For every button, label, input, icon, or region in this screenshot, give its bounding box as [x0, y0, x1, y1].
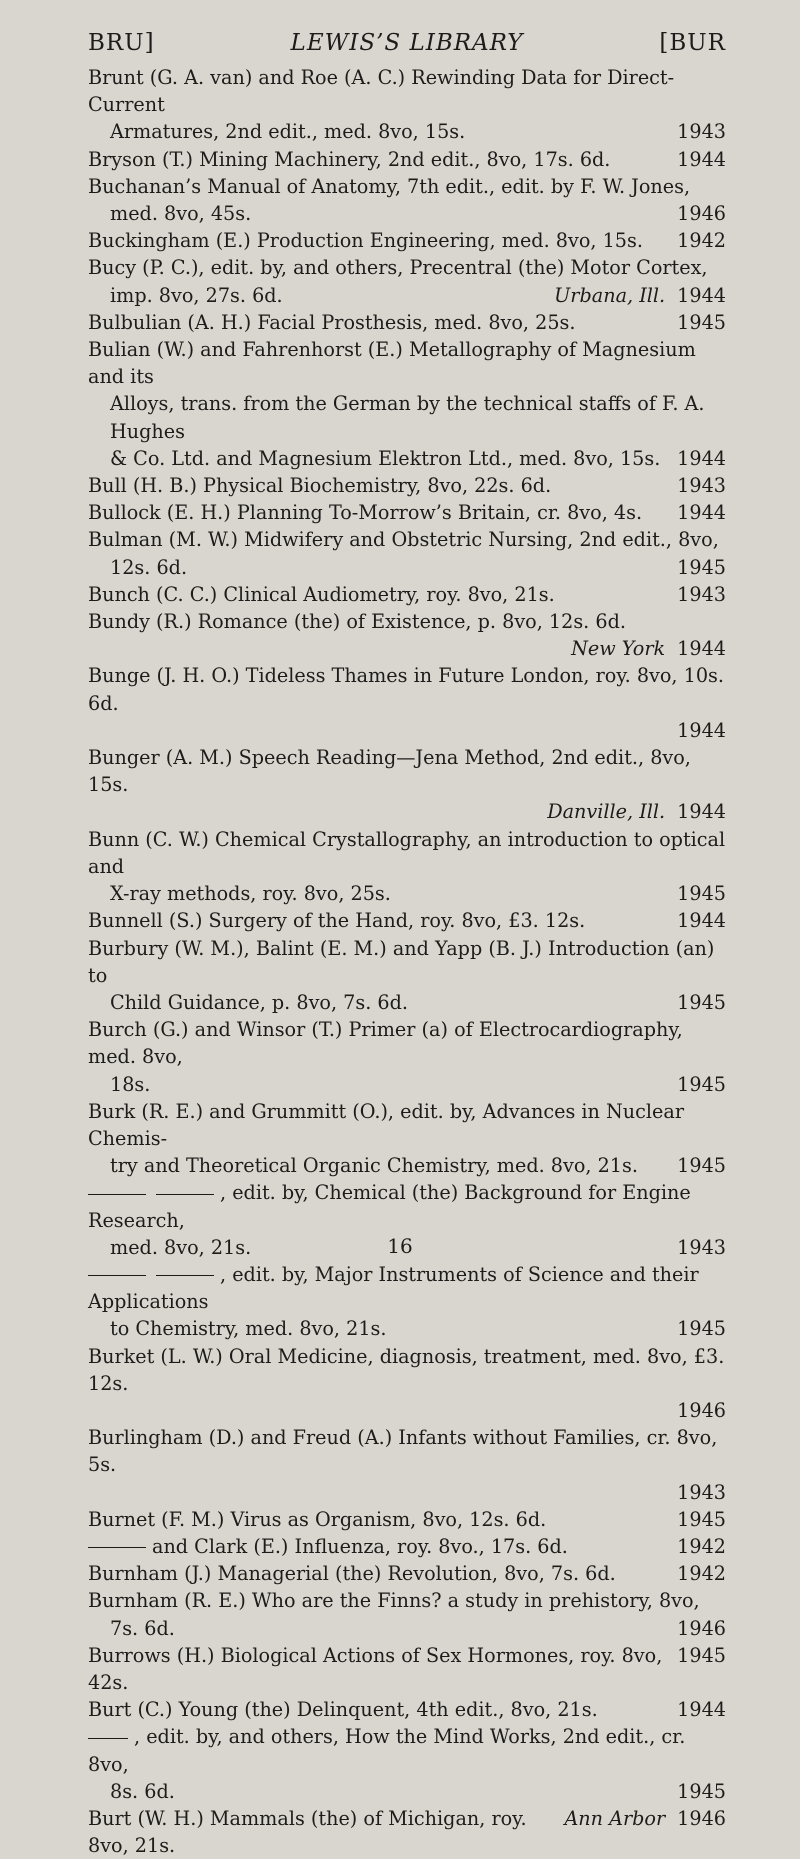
entry-line — [88, 1615, 726, 1642]
catalogue-entry — [88, 227, 726, 254]
entry-line — [88, 1016, 726, 1070]
entry-line — [88, 907, 726, 934]
entry-year: 1945 — [677, 555, 726, 579]
catalogue-entry — [88, 1696, 726, 1723]
entry-line — [88, 118, 726, 145]
entry-text: med. 8vo, 45s. — [110, 202, 252, 226]
entry-text: Bulbulian (A. H.) Facial Prosthesis, med. 8vo, 25s. — [88, 310, 576, 334]
entry-year: 1946 — [677, 1616, 726, 1640]
header-right: [BUR — [659, 30, 726, 56]
entry-text: Burket (L. W.) Oral Medicine, diagnosis, treatment, med. 8vo, £3. 12s. — [88, 1344, 725, 1395]
entry-year: 1945 — [677, 1507, 726, 1531]
entry-line — [88, 608, 726, 635]
catalogue-entry — [88, 1723, 726, 1805]
entry-text: Bunch (C. C.) Clinical Audiometry, roy. 8vo, 21s. — [88, 582, 555, 606]
catalogue-entry — [88, 472, 726, 499]
entry-line — [88, 1424, 726, 1478]
entry-line — [88, 1343, 726, 1397]
entry-line — [88, 1778, 726, 1805]
catalogue-entry — [88, 1560, 726, 1587]
entry-year: 1945 — [677, 1779, 726, 1803]
entry-text: Burlingham (D.) and Freud (A.) Infants without Families, cr. 8vo, 5s. — [88, 1426, 718, 1477]
entry-line — [88, 309, 726, 336]
entry-year: 1944 — [677, 147, 726, 171]
entry-year: 1942 — [677, 1562, 726, 1586]
entry-text: X-ray methods, roy. 8vo, 25s. — [110, 882, 391, 906]
entry-text: and Clark (E.) Influenza, roy. 8vo., 17s. 6d. — [152, 1534, 568, 1558]
entry-text: Child Guidance, p. 8vo, 7s. 6d. — [110, 990, 409, 1014]
entry-text: Bunge (J. H. O.) Tideless Thames in Future London, roy. 8vo, 10s. 6d. — [88, 664, 724, 715]
entry-line — [88, 336, 726, 390]
entry-line — [88, 880, 726, 907]
entry-text: 7s. 6d. — [110, 1616, 175, 1640]
entry-line — [88, 935, 726, 989]
entry-line — [88, 1315, 726, 1342]
catalogue-entry — [88, 526, 726, 580]
entry-line — [88, 200, 726, 227]
entry-line — [88, 1098, 726, 1152]
entry-text: Bucy (P. C.), edit. by, and others, Precentral (the) Motor Cortex, — [88, 256, 708, 280]
ditto-rule — [88, 1547, 146, 1548]
entry-line — [88, 554, 726, 581]
ditto-rule — [88, 1738, 128, 1739]
catalogue-entry — [88, 744, 726, 826]
catalogue-entry — [88, 608, 726, 662]
entry-year: 1945 — [677, 1643, 726, 1667]
header-left: BRU] — [88, 30, 155, 56]
ditto-rule — [88, 1275, 146, 1276]
entry-text: Bunn (C. W.) Chemical Crystallography, an introduction to optical and — [88, 827, 726, 878]
catalogue-entry — [88, 662, 726, 744]
entry-text: Buckingham (E.) Production Engineering, med. 8vo, 15s. — [88, 229, 643, 253]
entry-year: 1944 — [677, 501, 726, 525]
catalogue-entry — [88, 1506, 726, 1533]
entry-place: New York — [571, 637, 666, 661]
entry-year: 1944 — [677, 446, 726, 470]
catalogue-entry — [88, 826, 726, 908]
ditto-rule — [156, 1194, 214, 1195]
catalogue-entry — [88, 1587, 726, 1641]
page-number: 16 — [387, 1234, 413, 1258]
entry-line — [88, 744, 726, 798]
entry-line — [88, 390, 726, 444]
entry-text: Burnham (J.) Managerial (the) Revolution, 8vo, 7s. 6d. — [88, 1562, 616, 1586]
catalogue-entry — [88, 1805, 726, 1859]
running-header — [88, 30, 726, 56]
entry-line — [88, 64, 726, 118]
entry-text: Burch (G.) and Winsor (T.) Primer (a) of Electrocardiography, med. 8vo, — [88, 1018, 683, 1069]
catalogue-entry — [88, 499, 726, 526]
entry-text: Burt (C.) Young (the) Delinquent, 4th edit., 8vo, 21s. — [88, 1698, 598, 1722]
entry-line — [88, 227, 726, 254]
entry-line — [88, 1533, 726, 1560]
entry-year: 1943 — [677, 582, 726, 606]
entry-text: Burk (R. E.) and Grummitt (O.), edit. by, Advances in Nuclear Chemis- — [88, 1099, 684, 1150]
entry-year: 1943 — [677, 474, 726, 498]
entry-text: try and Theoretical Organic Chemistry, med. 8vo, 21s. — [110, 1154, 638, 1178]
entry-line — [88, 254, 726, 281]
entry-text: Bull (H. B.) Physical Biochemistry, 8vo, 22s. 6d. — [88, 474, 552, 498]
entry-line — [88, 826, 726, 880]
entry-year: 1944 — [677, 800, 726, 824]
entry-line — [88, 472, 726, 499]
entry-text: Burnham (R. E.) Who are the Finns? a study in prehistory, 8vo, — [88, 1589, 700, 1613]
catalogue-entry — [88, 336, 726, 472]
catalogue-entry — [88, 1642, 726, 1696]
entry-year: 1944 — [677, 283, 726, 307]
entry-text: Burt (W. H.) Mammals (the) of Michigan, roy. 8vo, 21s. — [88, 1807, 527, 1858]
entry-line — [88, 1506, 726, 1533]
entry-text: Bunger (A. M.) Speech Reading—Jena Method, 2nd edit., 8vo, 15s. — [88, 746, 691, 797]
entry-line — [88, 635, 726, 662]
entry-line — [88, 1723, 726, 1777]
entry-year: 1944 — [677, 637, 726, 661]
entry-text: , edit. by, Chemical (the) Background for Engine Research, — [88, 1181, 691, 1232]
entry-text: to Chemistry, med. 8vo, 21s. — [110, 1317, 387, 1341]
catalogue-entries — [88, 64, 726, 1859]
catalogue-entry — [88, 935, 726, 1017]
entry-text: Burrows (H.) Biological Actions of Sex Hormones, roy. 8vo, 42s. — [88, 1643, 663, 1694]
entry-text: 18s. — [110, 1072, 151, 1096]
entry-year: 1945 — [677, 882, 726, 906]
entry-text: Alloys, trans. from the German by the technical staffs of F. A. Hughes — [110, 392, 705, 443]
entry-year: 1945 — [677, 1317, 726, 1341]
entry-line — [88, 526, 726, 553]
entry-line — [88, 1152, 726, 1179]
entry-year: 1942 — [677, 1534, 726, 1558]
entry-year: 1946 — [677, 1807, 726, 1830]
entry-line — [88, 717, 726, 744]
catalogue-entry — [88, 1261, 726, 1343]
entry-text: Bulman (M. W.) Midwifery and Obstetric Nursing, 2nd edit., 8vo, — [88, 528, 719, 552]
catalogue-entry — [88, 907, 726, 934]
entry-text: , edit. by, Major Instruments of Science and their Applications — [88, 1262, 699, 1314]
catalogue-entry — [88, 254, 726, 308]
entry-text: Bulian (W.) and Fahrenhorst (E.) Metallography of Magnesium and its — [88, 338, 696, 389]
entry-year: 1946 — [677, 1398, 726, 1422]
entry-text: imp. 8vo, 27s. 6d. — [110, 283, 283, 307]
entry-text: 8s. 6d. — [110, 1779, 175, 1803]
entry-year: 1945 — [677, 1072, 726, 1096]
catalogue-entry — [88, 1016, 726, 1098]
entry-line — [88, 1587, 726, 1614]
entry-line — [88, 1805, 726, 1859]
entry-place: Ann Arbor — [564, 1807, 666, 1830]
entry-text: Bunnell (S.) Surgery of the Hand, roy. 8vo, £3. 12s. — [88, 909, 586, 933]
entry-line — [88, 1696, 726, 1723]
entry-year: 1946 — [677, 202, 726, 226]
entry-line — [88, 445, 726, 472]
entry-line — [88, 1179, 726, 1233]
entry-text: Bullock (E. H.) Planning To-Morrow’s Britain, cr. 8vo, 4s. — [88, 501, 643, 525]
catalogue-entry — [88, 173, 726, 227]
entry-year: 1943 — [677, 1235, 726, 1259]
entry-line — [88, 146, 726, 173]
ditto-rule — [156, 1275, 214, 1276]
entry-year: 1944 — [677, 1698, 726, 1722]
entry-text: Bundy (R.) Romance (the) of Existence, p. 8vo, 12s. 6d. — [88, 610, 626, 634]
catalogue-entry — [88, 146, 726, 173]
entry-text: & Co. Ltd. and Magnesium Elektron Ltd., med. 8vo, 15s. — [110, 446, 661, 470]
entry-line — [88, 499, 726, 526]
catalogue-entry — [88, 309, 726, 336]
entry-text: Brunt (G. A. van) and Roe (A. C.) Rewinding Data for Direct-Current — [88, 66, 675, 117]
entry-line — [88, 1397, 726, 1424]
entry-line — [88, 173, 726, 200]
catalogue-entry — [88, 64, 726, 146]
entry-text: Burbury (W. M.), Balint (E. M.) and Yapp (B. J.) Introduction (an) to — [88, 936, 715, 987]
catalogue-entry — [88, 1424, 726, 1506]
catalogue-entry — [88, 1098, 726, 1180]
entry-year: 1945 — [677, 990, 726, 1014]
entry-text: med. 8vo, 21s. — [110, 1235, 252, 1259]
entry-place: Urbana, Ill. — [554, 283, 666, 307]
entry-line — [88, 1642, 726, 1696]
entry-text: Burnet (F. M.) Virus as Organism, 8vo, 12s. 6d. — [88, 1507, 547, 1531]
entry-text: Bryson (T.) Mining Machinery, 2nd edit., 8vo, 17s. 6d. — [88, 147, 611, 171]
entry-line — [88, 1560, 726, 1587]
entry-text: , edit. by, and others, How the Mind Works, 2nd edit., cr. 8vo, — [88, 1725, 686, 1776]
entry-line — [88, 1261, 726, 1315]
catalogue-entry — [88, 1533, 726, 1560]
entry-line — [88, 798, 726, 825]
entry-line — [88, 1479, 726, 1506]
entry-line — [88, 581, 726, 608]
entry-year: 1942 — [677, 229, 726, 253]
entry-line — [88, 662, 726, 716]
catalogue-entry — [88, 1343, 726, 1425]
header-title: LEWIS’S LIBRARY — [290, 30, 524, 56]
entry-year: 1944 — [677, 718, 726, 742]
entry-year: 1943 — [677, 120, 726, 144]
entry-line — [88, 989, 726, 1016]
entry-text: 12s. 6d. — [110, 555, 188, 579]
entry-text: Buchanan’s Manual of Anatomy, 7th edit., edit. by F. W. Jones, — [88, 174, 691, 198]
ditto-rule — [88, 1194, 146, 1195]
entry-place: Danville, Ill. — [547, 800, 666, 824]
entry-year: 1944 — [677, 909, 726, 933]
catalogue-entry — [88, 581, 726, 608]
entry-year: 1945 — [677, 310, 726, 334]
entry-text: Armatures, 2nd edit., med. 8vo, 15s. — [110, 120, 466, 144]
entry-line — [88, 1071, 726, 1098]
entry-year: 1943 — [677, 1480, 726, 1504]
entry-line — [88, 282, 726, 309]
entry-year: 1945 — [677, 1154, 726, 1178]
